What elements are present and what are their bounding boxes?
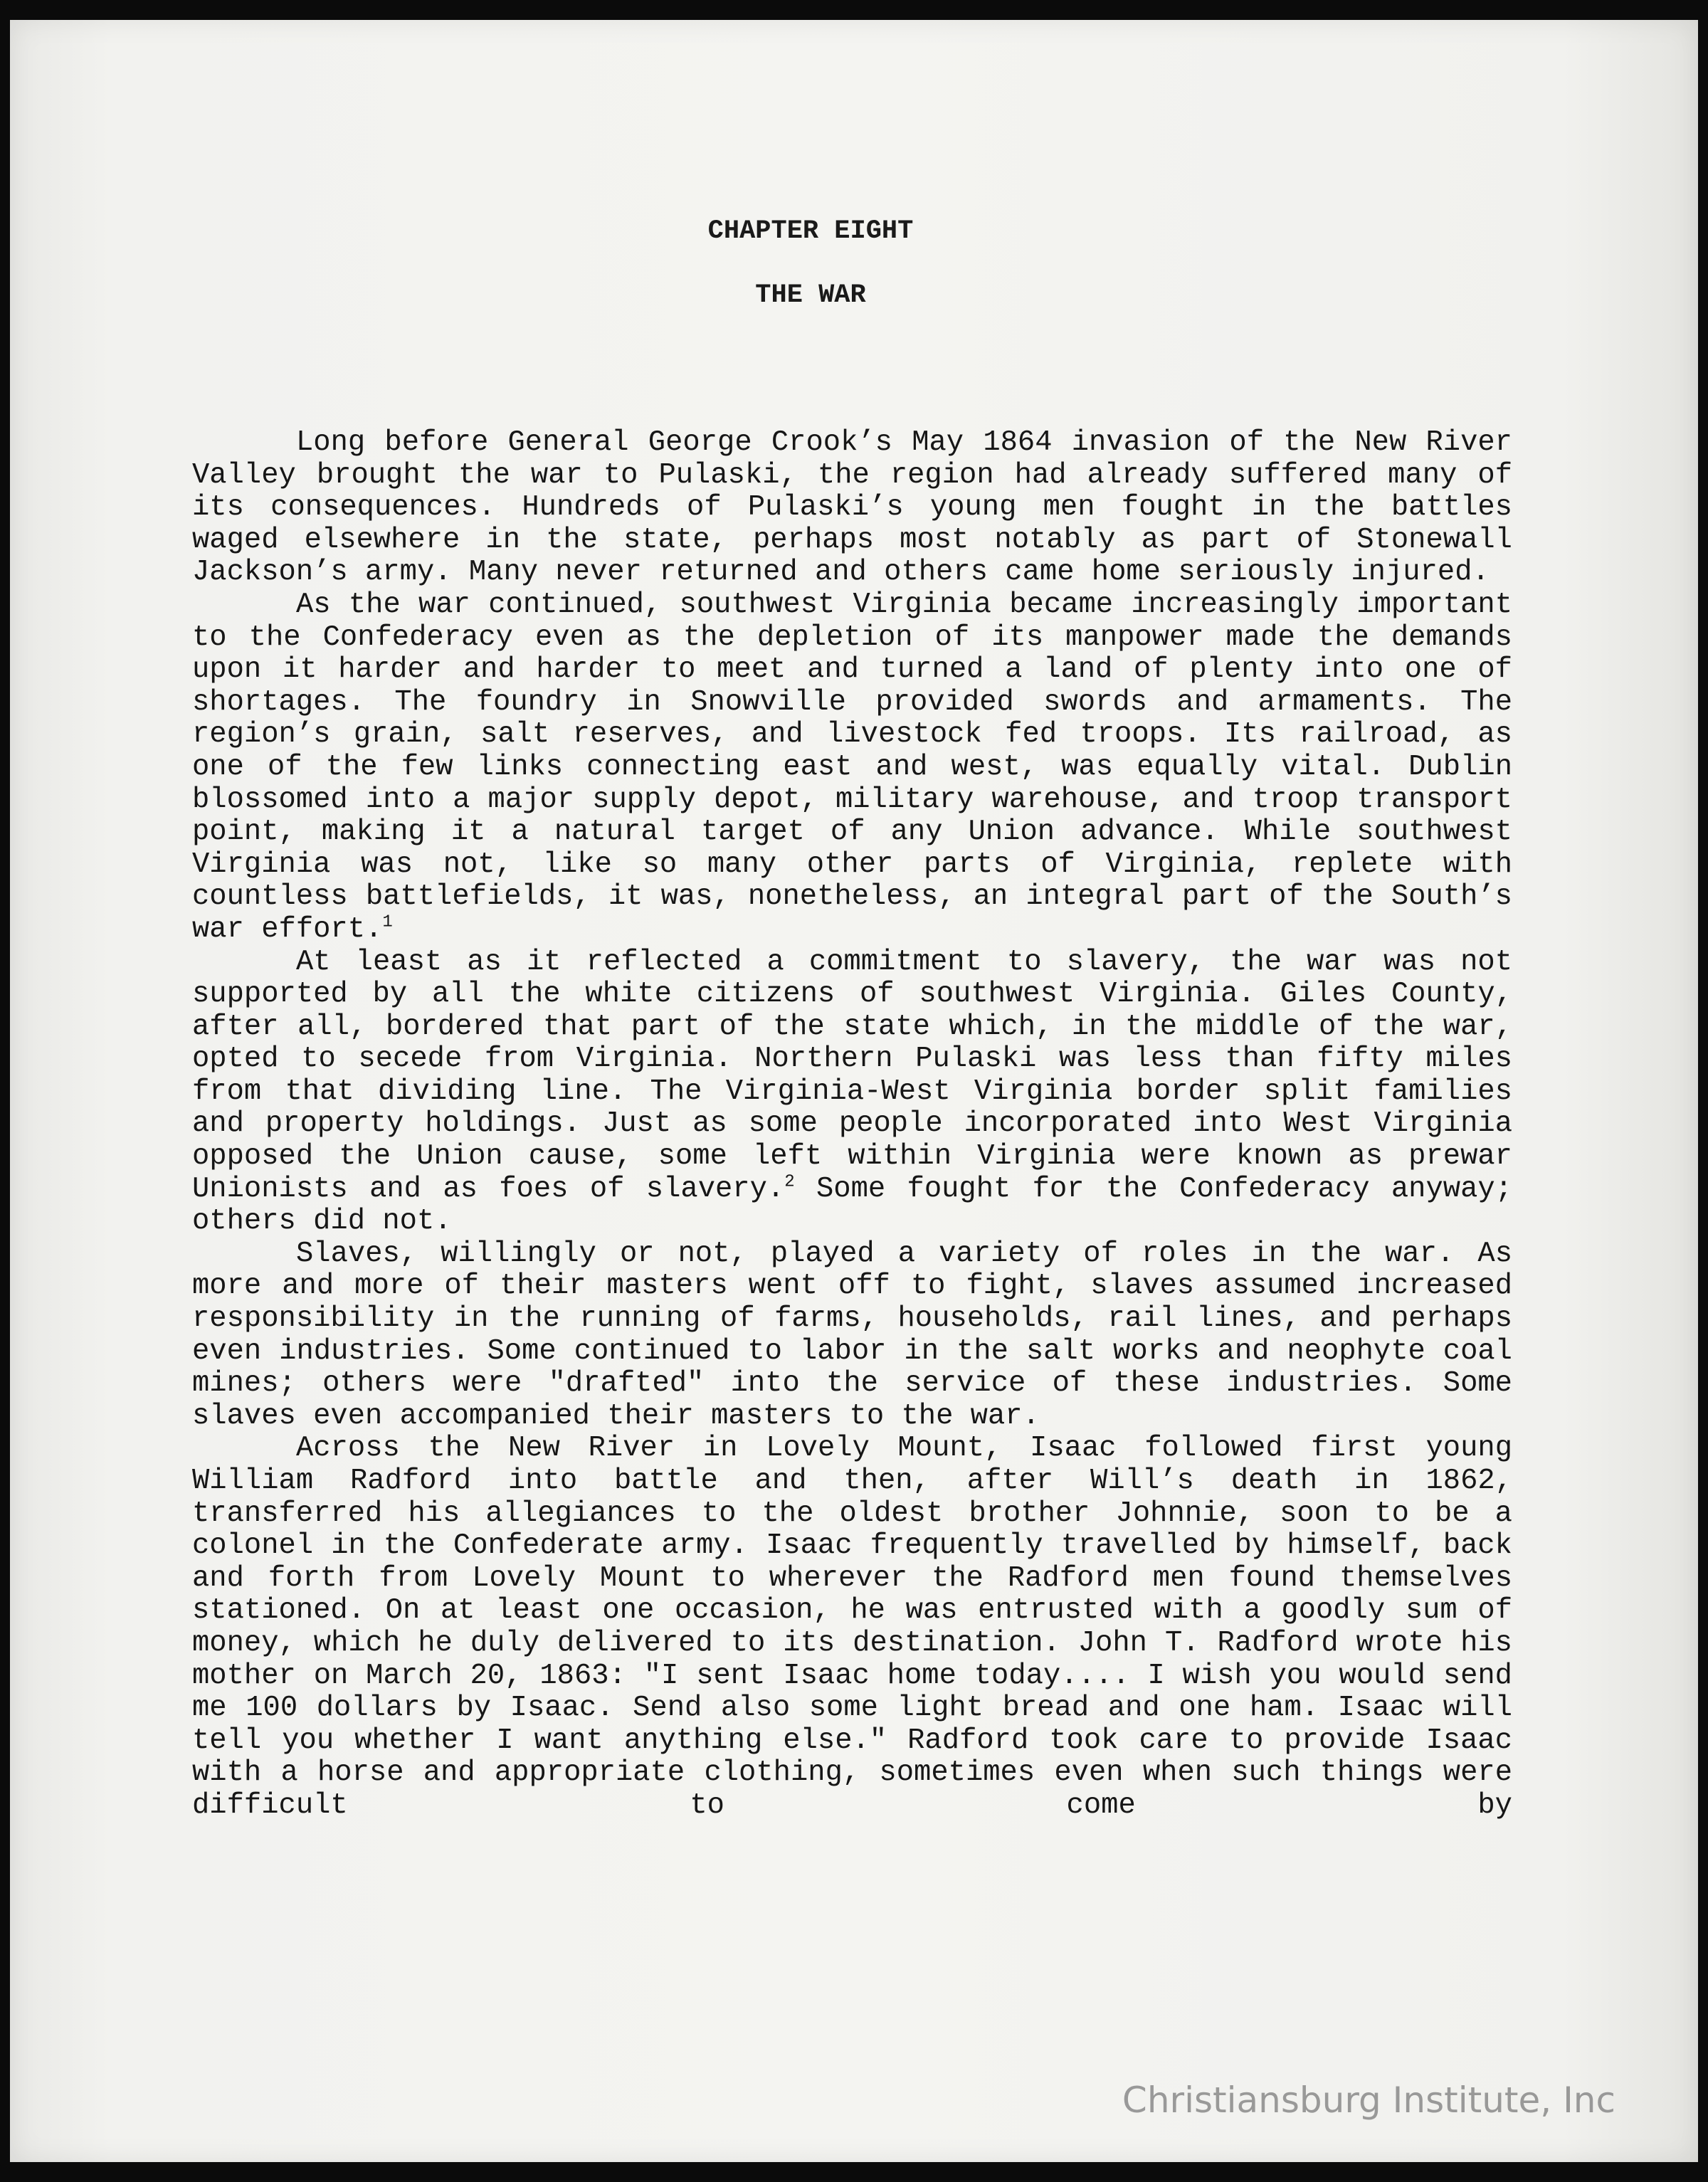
paragraph-2	[192, 589, 1512, 947]
document-page	[10, 20, 1698, 2162]
paragraph-text-continued: Some fought for the Confederacy anyway; others did not.	[192, 1172, 1512, 1238]
watermark: Christiansburg Institute, Inc	[1122, 2080, 1615, 2121]
footnote-marker: 1	[382, 912, 393, 932]
body-text	[192, 427, 1512, 1823]
paragraph-5	[192, 1433, 1512, 1822]
paragraph-text: As the war continued, southwest Virginia became increasingly important to the Confederacy even as the depletion of its manpower made the demands upon it harder and harder to meet and turned a land of plenty into one of shortages. The foundry in Snowville provided swords and armaments. The region’s grain, salt reserves, and livestock fed troops. Its railroad, as one of the few links connecting east and west, was equally vital. Dublin blossomed into a major supply depot, military warehouse, and troop transport point, making it a natural target of any Union advance. While southwest Virginia was not, like so many other parts of Virginia, replete with countless battlefields, it was, nonetheless, an integral part of the South’s war effort.	[192, 588, 1512, 946]
paragraph-3	[192, 947, 1512, 1238]
paragraph-text: At least as it reflected a commitment to slavery, the war was not supported by all the white citizens of southwest Virginia. Giles County, after all, bordered that part of the state which, in the middle of the war, opted to secede from Virginia. Northern Pulaski was less than fifty miles from that dividing line. The Virginia-West Virginia border split families and property holdings. Just as some people incorporated into West Virginia opposed the Union cause, some left within Virginia were known as prewar Unionists and as foes of slavery.	[192, 945, 1512, 1206]
paragraph-4	[192, 1238, 1512, 1433]
chapter-title: THE WAR	[755, 280, 866, 310]
paragraph-text: Across the New River in Lovely Mount, Isaac followed first young William Radford into battle and then, after Will’s death in 1862, transferred his allegiances to the oldest brother Johnnie, soon to be a colonel in the Confederate army. Isaac frequently travelled by himself, back and forth from Lovely Mount to wherever the Radford men found themselves stationed. On at least one occasion, he was entrusted with a goodly sum of money, which he duly delivered to its destination. John T. Radford wrote his mother on March 20, 1863: "I sent Isaac home today.... I wish you would send me 100 dollars by Isaac. Send also some light bread and one ham. Isaac will tell you whether I want anything else." Radford took care to provide Isaac with a horse and appropriate clothing, sometimes even when such things were difficult to come by	[192, 1432, 1512, 1822]
footnote-marker: 2	[784, 1172, 795, 1192]
chapter-heading: CHAPTER EIGHT	[707, 216, 914, 246]
paragraph-text: Long before General George Crook’s May 1864 invasion of the New River Valley brought the war to Pulaski, the region had already suffered many of its consequences. Hundreds of Pulaski’s young men fought in the battles waged elsewhere in the state, perhaps most notably as part of Stonewall Jackson’s army. Many never returned and others came home seriously injured.	[192, 426, 1512, 589]
paragraph-text: Slaves, willingly or not, played a variety of roles in the war. As more and more of their masters went off to fight, slaves assumed increased responsibility in the running of farms, households, rail lines, and perhaps even industries. Some continued to labor in the salt works and neophyte coal mines; others were "drafted" into the service of these industries. Some slaves even accompanied their masters to the war.	[192, 1237, 1512, 1433]
paragraph-1	[192, 427, 1512, 589]
